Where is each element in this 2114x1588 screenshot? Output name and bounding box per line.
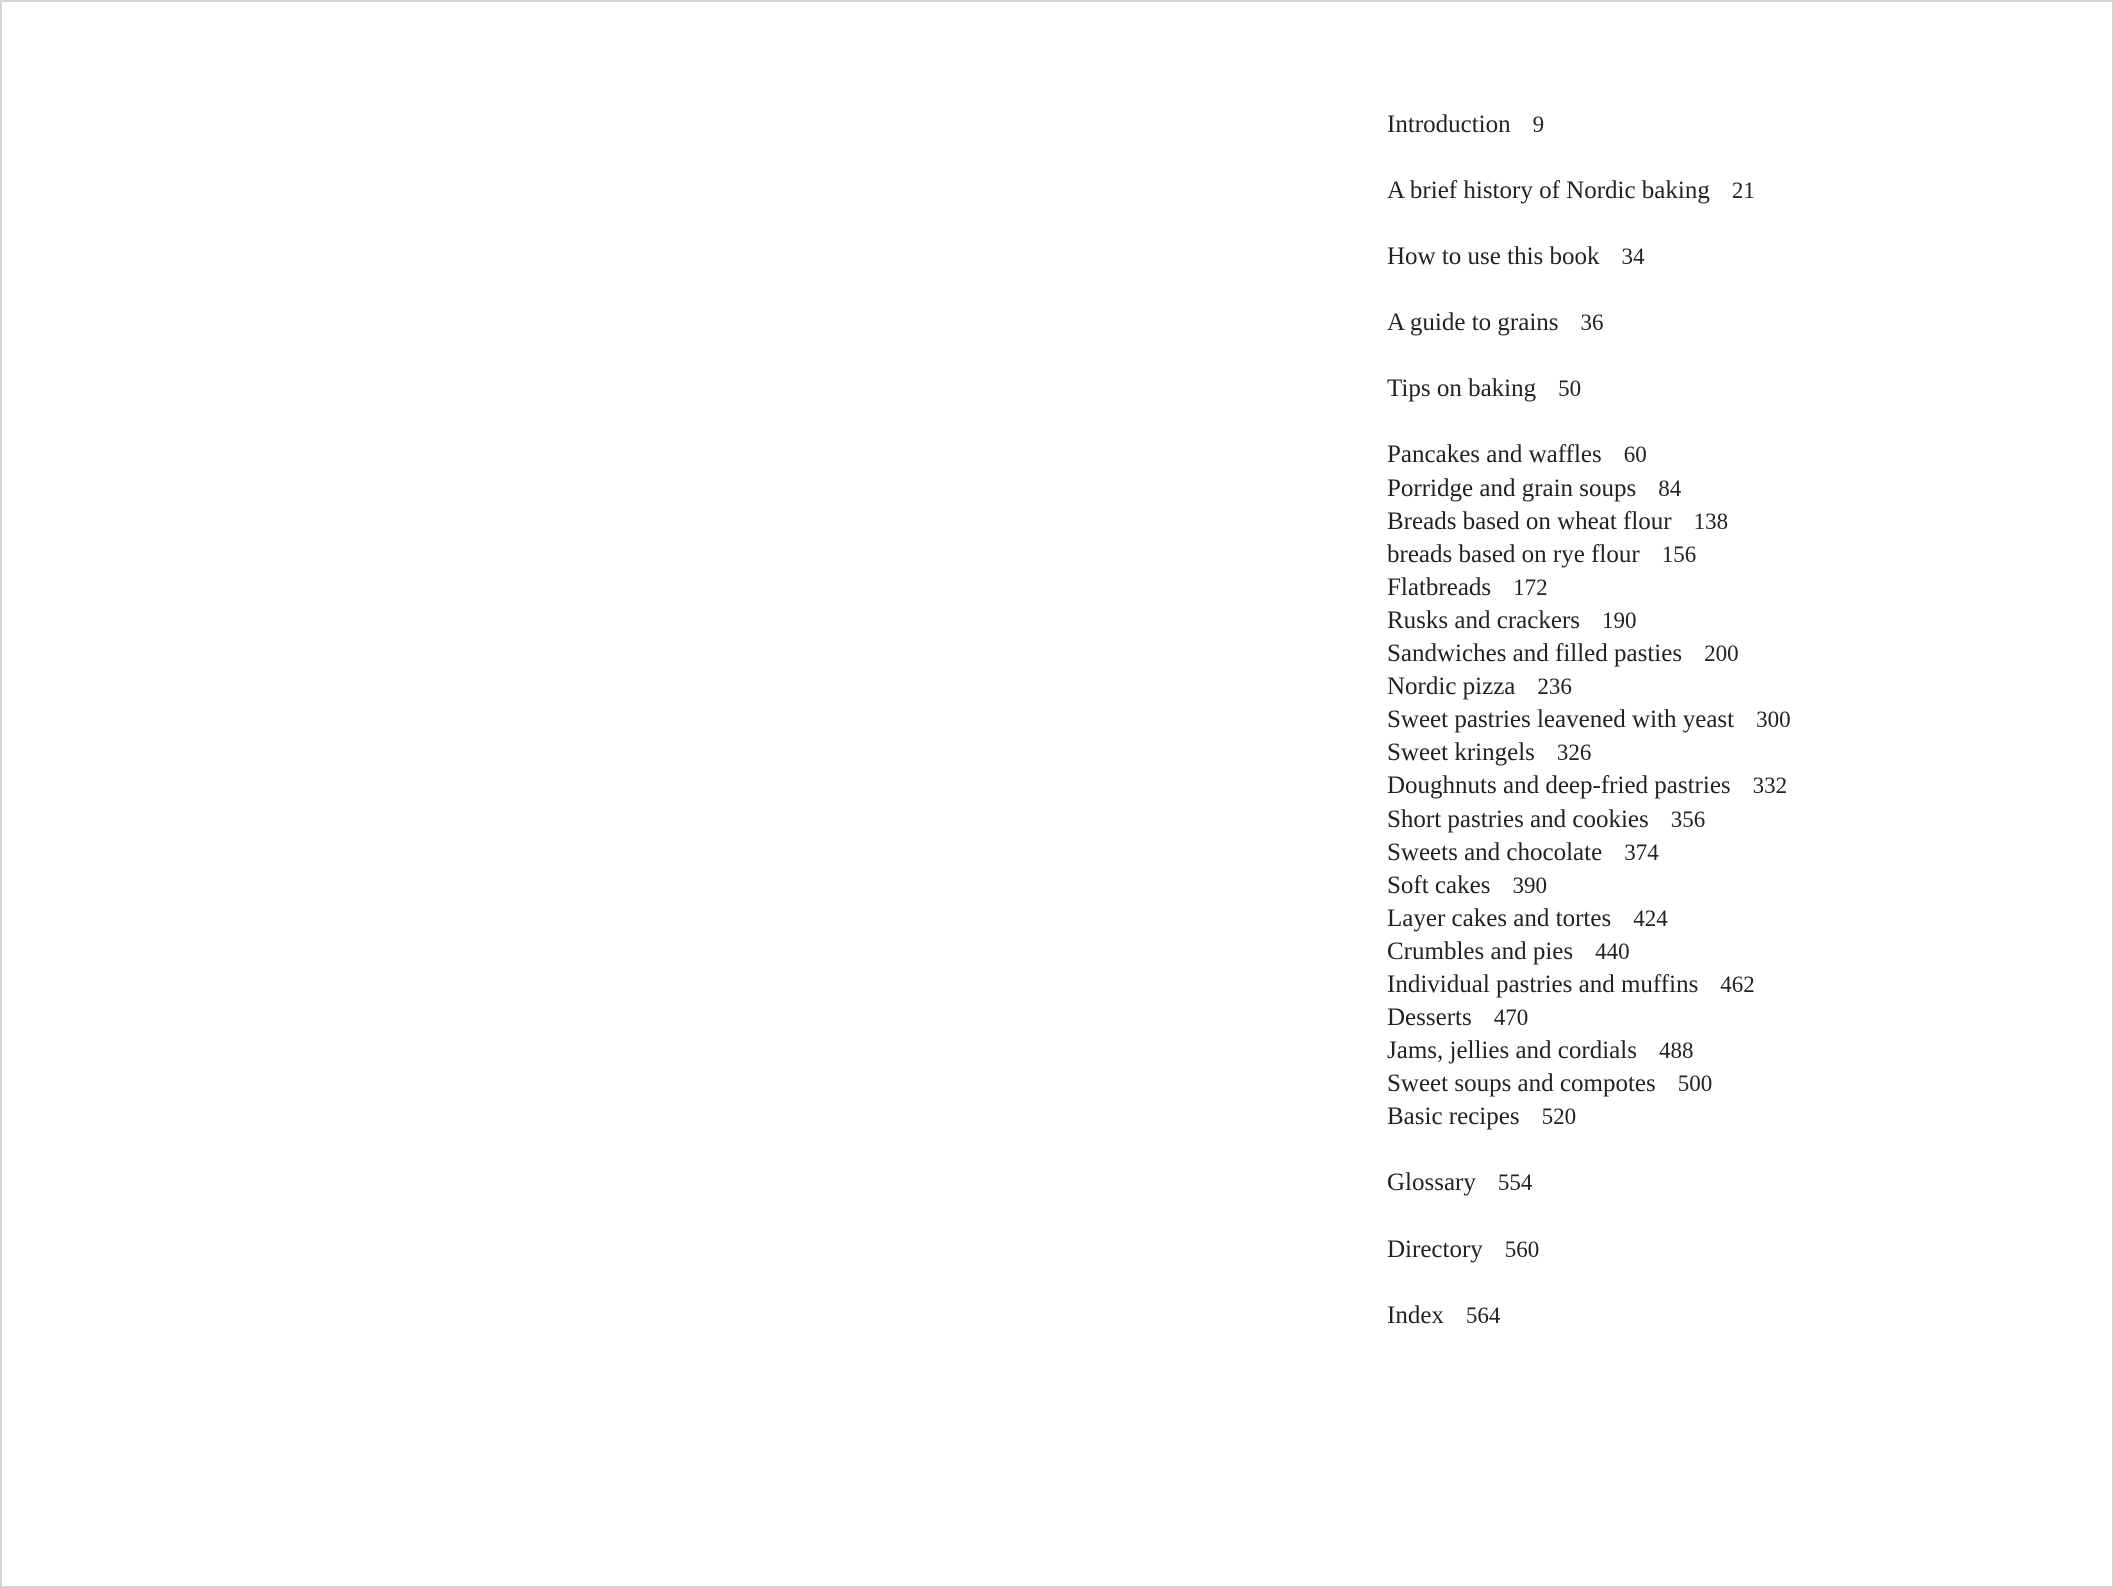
- toc-entry[interactable]: [1387, 1067, 2067, 1100]
- toc-entry-page-number: 326: [1556, 740, 1592, 766]
- toc-entry[interactable]: [1387, 472, 2067, 505]
- toc-entry-page-number: 560: [1504, 1236, 1540, 1262]
- toc-entry[interactable]: [1387, 902, 2067, 935]
- toc-group: [1387, 306, 2067, 339]
- toc-group: [1387, 1299, 2067, 1332]
- toc-group: [1387, 174, 2067, 207]
- toc-entry[interactable]: [1387, 736, 2067, 769]
- toc-entry-title: A brief history of Nordic baking: [1387, 177, 1710, 205]
- toc-entry-page-number: 34: [1621, 244, 1645, 270]
- toc-entry[interactable]: [1387, 1034, 2067, 1067]
- toc-entry[interactable]: [1387, 836, 2067, 869]
- toc-entry[interactable]: [1387, 604, 2067, 637]
- table-of-contents: [1387, 108, 2067, 1365]
- toc-entry-page-number: 9: [1532, 112, 1545, 137]
- toc-group: [1387, 240, 2067, 273]
- toc-entry[interactable]: [1387, 637, 2067, 670]
- toc-entry[interactable]: [1387, 1001, 2067, 1034]
- toc-entry[interactable]: [1387, 803, 2067, 836]
- toc-entry-title: Index: [1387, 1301, 1444, 1329]
- toc-entry-page-number: 300: [1756, 707, 1791, 733]
- toc-entry[interactable]: [1387, 1233, 2067, 1266]
- toc-group: [1387, 1233, 2067, 1266]
- toc-entry-page-number: 236: [1537, 674, 1572, 700]
- toc-entry-title: Nordic pizza: [1387, 673, 1516, 701]
- toc-entry-title: breads based on rye flour: [1387, 540, 1640, 568]
- toc-entry[interactable]: [1387, 869, 2067, 902]
- toc-entry-title: Doughnuts and deep-fried pastries: [1387, 772, 1731, 800]
- toc-entry-title: Jams, jellies and cordials: [1387, 1037, 1637, 1065]
- toc-entry-page-number: 190: [1602, 607, 1637, 633]
- toc-group: [1387, 438, 2067, 1133]
- toc-entry-title: Crumbles and pies: [1387, 937, 1574, 965]
- toc-entry-page-number: 50: [1558, 376, 1582, 402]
- toc-entry[interactable]: [1387, 438, 2067, 471]
- toc-entry-page-number: 21: [1731, 178, 1755, 204]
- toc-entry-title: Porridge and grain soups: [1387, 474, 1637, 502]
- toc-entry-page-number: 84: [1658, 475, 1682, 501]
- toc-entry[interactable]: [1387, 306, 2067, 339]
- toc-entry-title: Flatbreads: [1387, 573, 1492, 601]
- toc-entry-page-number: 424: [1633, 905, 1668, 931]
- toc-entry-title: Desserts: [1387, 1004, 1472, 1032]
- toc-entry[interactable]: [1387, 703, 2067, 736]
- toc-entry-page-number: 172: [1513, 574, 1548, 600]
- toc-entry-title: Introduction: [1387, 111, 1511, 138]
- toc-entry[interactable]: [1387, 1100, 2067, 1133]
- toc-entry-page-number: 554: [1497, 1170, 1533, 1196]
- toc-entry-page-number: 500: [1677, 1071, 1713, 1097]
- toc-entry[interactable]: [1387, 108, 2067, 141]
- toc-entry-page-number: 488: [1658, 1038, 1694, 1064]
- toc-entry-title: Short pastries and cookies: [1387, 805, 1649, 833]
- toc-entry-title: Sweet kringels: [1387, 739, 1535, 767]
- toc-entry[interactable]: [1387, 670, 2067, 703]
- toc-entry[interactable]: [1387, 769, 2067, 802]
- toc-entry-title: Sweets and chocolate: [1387, 838, 1603, 866]
- toc-entry-page-number: 462: [1720, 971, 1755, 997]
- toc-entry-page-number: 564: [1465, 1302, 1501, 1328]
- toc-entry[interactable]: [1387, 538, 2067, 571]
- toc-entry-title: Breads based on wheat flour: [1387, 507, 1672, 535]
- toc-entry[interactable]: [1387, 174, 2067, 207]
- toc-entry-title: Rusks and crackers: [1387, 606, 1580, 634]
- toc-entry-page-number: 520: [1541, 1104, 1577, 1130]
- toc-entry-page-number: 156: [1661, 541, 1697, 567]
- toc-group: [1387, 372, 2067, 405]
- toc-entry[interactable]: [1387, 505, 2067, 538]
- toc-entry-page-number: 36: [1580, 310, 1604, 336]
- toc-entry-page-number: 200: [1704, 641, 1739, 667]
- toc-group: [1387, 108, 2067, 141]
- toc-entry[interactable]: [1387, 1166, 2067, 1199]
- toc-entry-title: A guide to grains: [1387, 309, 1559, 337]
- toc-entry-title: How to use this book: [1387, 243, 1600, 271]
- toc-entry-title: Sweet pastries leavened with yeast: [1387, 706, 1735, 734]
- toc-entry-title: Basic recipes: [1387, 1103, 1520, 1131]
- toc-entry-title: Layer cakes and tortes: [1387, 904, 1612, 932]
- toc-entry[interactable]: [1387, 372, 2067, 405]
- toc-entry-title: Glossary: [1387, 1169, 1476, 1197]
- toc-entry-page-number: 390: [1512, 872, 1547, 898]
- toc-entry-page-number: 60: [1623, 442, 1647, 468]
- toc-entry-page-number: 440: [1595, 938, 1630, 964]
- toc-entry-page-number: 332: [1752, 773, 1788, 799]
- toc-entry-title: Soft cakes: [1387, 871, 1491, 899]
- toc-entry-page-number: 374: [1624, 839, 1659, 865]
- toc-entry[interactable]: [1387, 1299, 2067, 1332]
- toc-entry-title: Pancakes and waffles: [1387, 441, 1602, 469]
- toc-entry-title: Sweet soups and compotes: [1387, 1070, 1656, 1098]
- toc-entry-page-number: 138: [1693, 508, 1729, 534]
- toc-entry-title: Tips on baking: [1387, 375, 1537, 403]
- toc-entry[interactable]: [1387, 571, 2067, 604]
- toc-entry-title: Directory: [1387, 1235, 1483, 1263]
- toc-entry-page-number: 470: [1493, 1005, 1529, 1031]
- toc-entry[interactable]: [1387, 240, 2067, 273]
- toc-entry-page-number: 356: [1670, 806, 1706, 832]
- toc-entry-title: Sandwiches and filled pasties: [1387, 640, 1683, 668]
- toc-group: [1387, 1166, 2067, 1199]
- toc-entry[interactable]: [1387, 968, 2067, 1001]
- toc-entry[interactable]: [1387, 935, 2067, 968]
- toc-entry-title: Individual pastries and muffins: [1387, 970, 1699, 998]
